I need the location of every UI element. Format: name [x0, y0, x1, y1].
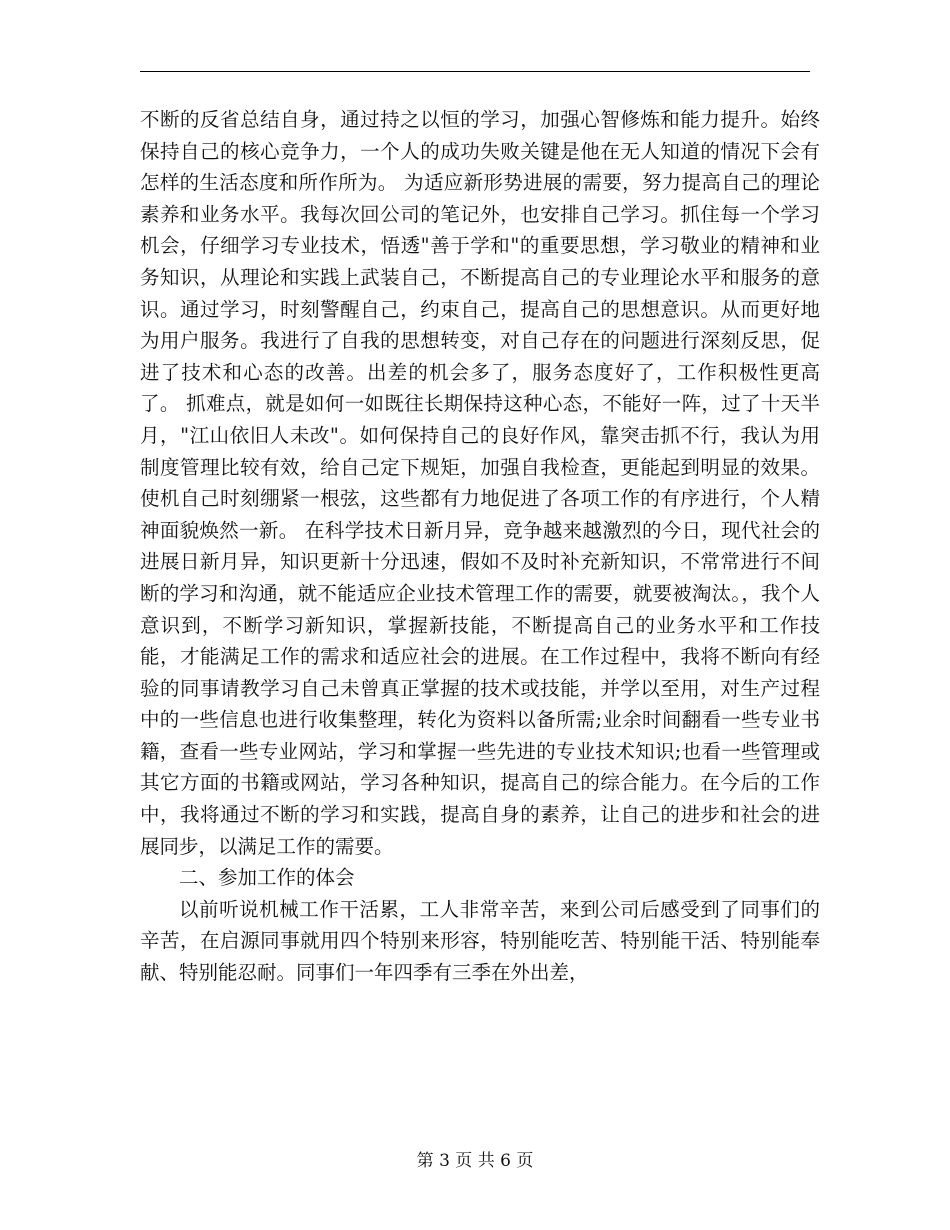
paragraph-2: 以前听说机械工作干活累，工人非常辛苦，来到公司后感受到了同事们的辛苦，在启源同事就用四个特别来形容，特别能吃苦、特别能干活、特别能奉献、特别能忍耐。同事们一年四季有三季在外出差，: [140, 897, 820, 985]
page-number: 第 3 页 共 6 页: [416, 1151, 534, 1171]
paragraph-1: 不断的反省总结自身，通过持之以恒的学习，加强心智修炼和能力提升。始终保持自己的核心竞争力，一个人的成功失败关键是他在无人知道的情况下会有怎样的生活态度和所作所为。 为适应新形势进展的需要，努力提高自己的理论素养和业务水平。我每次回公司的笔记外，也安排自己学习。抓住每一个学习机会，仔细学习专业技术，悟透"善于学和"的重要思想，学习敬业的精神和业务知识，从理论和实践上武装自己，不断提高自己的专业理论水平和服务的意识。通过学习，时刻警醒自己，约束自己，提高自己的思想意识。从而更好地为用户服务。我进行了自我的思想转变，对自己存在的问题进行深刻反思，促进了技术和心态的改善。出差的机会多了，服务态度好了，工作积极性更高了。 抓难点，就是如何一如既往长期保持这种心态，不能好一阵，过了十天半月，"江山依旧人未改"。如何保持自己的良好作风，靠突击抓不行，我认为用制度管理比较有效，给自己定下规矩，加强自我检查，更能起到明显的效果。使机自己时刻绷紧一根弦，这些都有力地促进了各项工作的有序进行，个人精神面貌焕然一新。 在科学技术日新月异，竞争越来越激烈的今日，现代社会的进展日新月异，知识更新十分迅速，假如不及时补充新知识，不常常进行不间断的学习和沟通，就不能适应企业技术管理工作的需要，就要被淘汰。，我个人意识到，不断学习新知识，掌握新技能，不断提高自己的业务水平和工作技能，才能满足工作的需求和适应社会的进展。在工作过程中，我将不断向有经验的同事请教学习自己未曾真正掌握的技术或技能，并学以至用，对生产过程中的一些信息也进行收集整理，转化为资料以备所需;业余时间翻看一些专业书籍，查看一些专业网站，学习和掌握一些先进的专业技术知识;也看一些管理或其它方面的书籍或网站，学习各种知识，提高自己的综合能力。在今后的工作中，我将通过不断的学习和实践，提高自身的素养，让自己的进步和社会的进展同步，以满足工作的需要。: [140, 108, 820, 858]
header-rule: [140, 71, 810, 72]
section-heading: 二、参加工作的体会: [179, 866, 355, 890]
document-body: [140, 104, 820, 989]
